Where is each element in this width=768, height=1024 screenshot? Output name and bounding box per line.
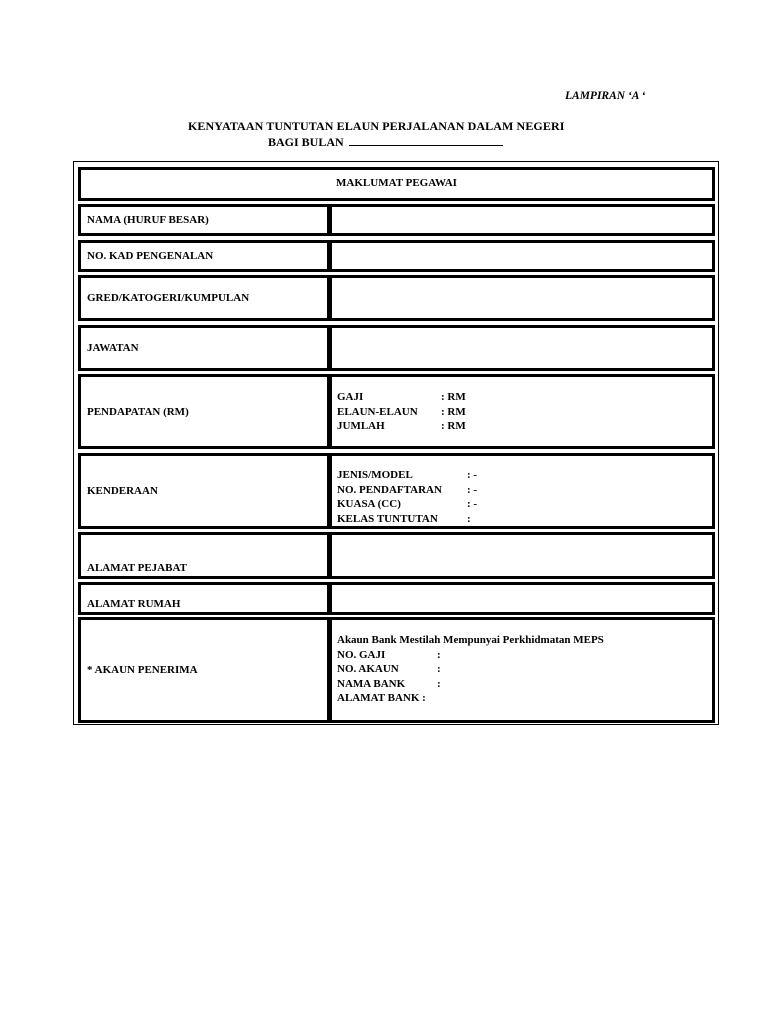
akaun-gaji-value[interactable]: : (437, 648, 441, 661)
field-alamat-rumah[interactable] (329, 582, 715, 615)
akaun-alamat-value[interactable] (437, 691, 712, 706)
kenderaan-daftar-label: NO. PENDAFTARAN (337, 483, 442, 496)
kenderaan-kuasa-value[interactable]: : - (467, 498, 478, 510)
label-alamat-rumah: ALAMAT RUMAH (78, 582, 330, 615)
akaun-bank-label: NAMA BANK (337, 677, 406, 690)
field-kenderaan[interactable] (329, 453, 715, 529)
kenderaan-jenis-value[interactable]: : - (467, 469, 478, 481)
form-title: KENYATAAN TUNTUTAN ELAUN PERJALANAN DALAM NEGERI (188, 119, 565, 133)
field-jawatan[interactable] (329, 325, 715, 371)
pendapatan-gaji-label: GAJI (337, 391, 364, 403)
label-kenderaan: KENDERAAN (78, 453, 330, 529)
akaun-list (337, 648, 712, 706)
akaun-gaji-label: NO. GAJI (337, 648, 386, 661)
akaun-no-value[interactable]: : (437, 663, 441, 675)
pendapatan-list (337, 390, 712, 434)
label-alamat-pejabat: ALAMAT PEJABAT (78, 532, 330, 579)
field-akaun-penerima[interactable] (329, 617, 715, 723)
section-header: MAKLUMAT PEGAWAI (78, 167, 715, 201)
label-pendapatan: PENDAPATAN (RM) (78, 374, 330, 449)
label-jawatan: JAWATAN (78, 325, 330, 371)
pendapatan-gaji-value[interactable]: : RM (441, 391, 466, 403)
akaun-bank-value[interactable]: : (437, 677, 441, 690)
kenderaan-jenis-label: JENIS/MODEL (337, 469, 413, 481)
akaun-meps-note: Akaun Bank Mestilah Mempunyai Perkhidmatan MEPS (337, 634, 604, 646)
label-kad-pengenalan: NO. KAD PENGENALAN (78, 240, 330, 272)
pendapatan-elaun-label: ELAUN-ELAUN (337, 405, 418, 418)
pendapatan-jumlah-label: JUMLAH (337, 420, 385, 432)
kenderaan-list (337, 468, 712, 526)
label-nama: NAMA (HURUF BESAR) (78, 204, 330, 236)
kenderaan-daftar-value[interactable]: : - (467, 483, 478, 496)
kenderaan-kelas-label: KELAS TUNTUTAN (337, 512, 438, 525)
kenderaan-kuasa-label: KUASA (CC) (337, 498, 401, 510)
akaun-no-label: NO. AKAUN (337, 663, 399, 675)
pendapatan-jumlah-value[interactable]: : RM (441, 420, 466, 432)
label-akaun-penerima: * AKAUN PENERIMA (78, 617, 330, 723)
akaun-alamat-label: ALAMAT BANK : (337, 692, 426, 704)
form-subtitle (268, 134, 503, 150)
bagi-bulan-label: BAGI BULAN (268, 135, 344, 149)
field-gred[interactable] (329, 275, 715, 321)
field-nama[interactable] (329, 204, 715, 236)
label-gred: GRED/KATOGERI/KUMPULAN (78, 275, 330, 321)
form-table (73, 161, 719, 725)
kenderaan-kelas-value[interactable]: : (467, 512, 471, 525)
field-pendapatan[interactable] (329, 374, 715, 449)
field-kad-pengenalan[interactable] (329, 240, 715, 272)
field-alamat-pejabat[interactable] (329, 532, 715, 579)
bulan-blank-field[interactable] (349, 134, 503, 146)
lampiran-label: LAMPIRAN ‘A ‘ (565, 90, 646, 102)
pendapatan-elaun-value[interactable]: : RM (441, 405, 466, 418)
